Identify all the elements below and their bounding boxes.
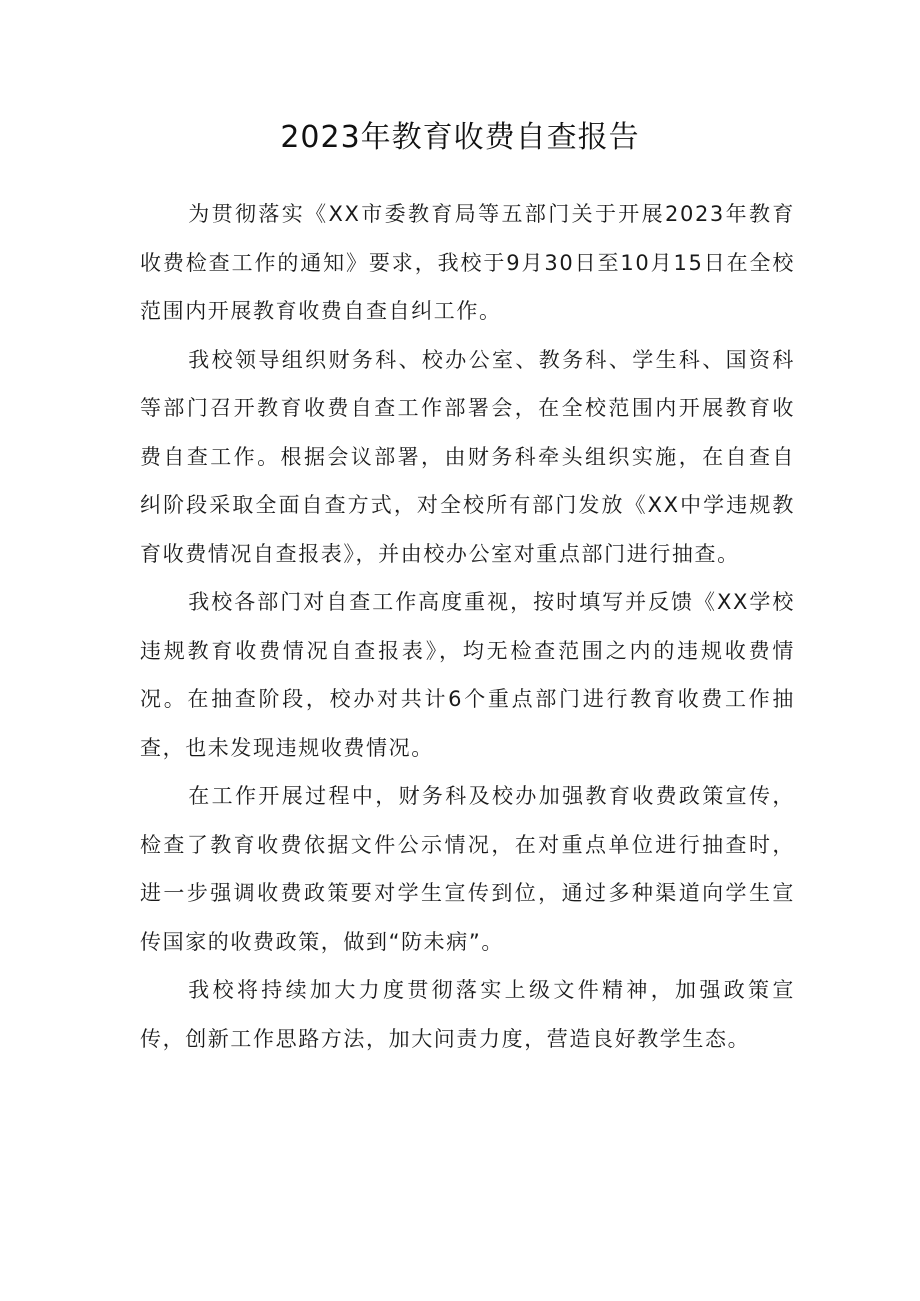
paragraph-5: 我校将持续加大力度贯彻落实上级文件精神，加强政策宣传，创新工作思路方法，加大问责力度，营造良好教学生态。 xyxy=(140,978,795,1051)
document-body xyxy=(140,190,795,1063)
paragraph-3: 我校各部门对自查工作高度重视，按时填写并反馈《XX学校违规教育收费情况自查报表》，均无检查范围之内的违规收费情况。在抽查阶段，校办对共计6个重点部门进行教育收费工作抽查，也未发现违规收费情况。 xyxy=(140,590,795,760)
document-title: 2023年教育收费自查报告 xyxy=(280,120,640,155)
paragraph-4: 在工作开展过程中，财务科及校办加强教育收费政策宣传，检查了教育收费依据文件公示情况，在对重点单位进行抽查时，进一步强调收费政策要对学生宣传到位，通过多种渠道向学生宣传国家的收费政策，做到“防未病”。 xyxy=(140,784,795,954)
paragraph-2: 我校领导组织财务科、校办公室、教务科、学生科、国资科等部门召开教育收费自查工作部署会，在全校范围内开展教育收费自查工作。根据会议部署，由财务科牵头组织实施，在自查自纠阶段采取全面自查方式，对全校所有部门发放《XX中学违规教育收费情况自查报表》，并由校办公室对重点部门进行抽查。 xyxy=(140,347,795,566)
paragraph-1: 为贯彻落实《XX市委教育局等五部门关于开展2023年教育收费检查工作的通知》要求，我校于9月30日至10月15日在全校范围内开展教育收费自查自纠工作。 xyxy=(140,202,795,323)
